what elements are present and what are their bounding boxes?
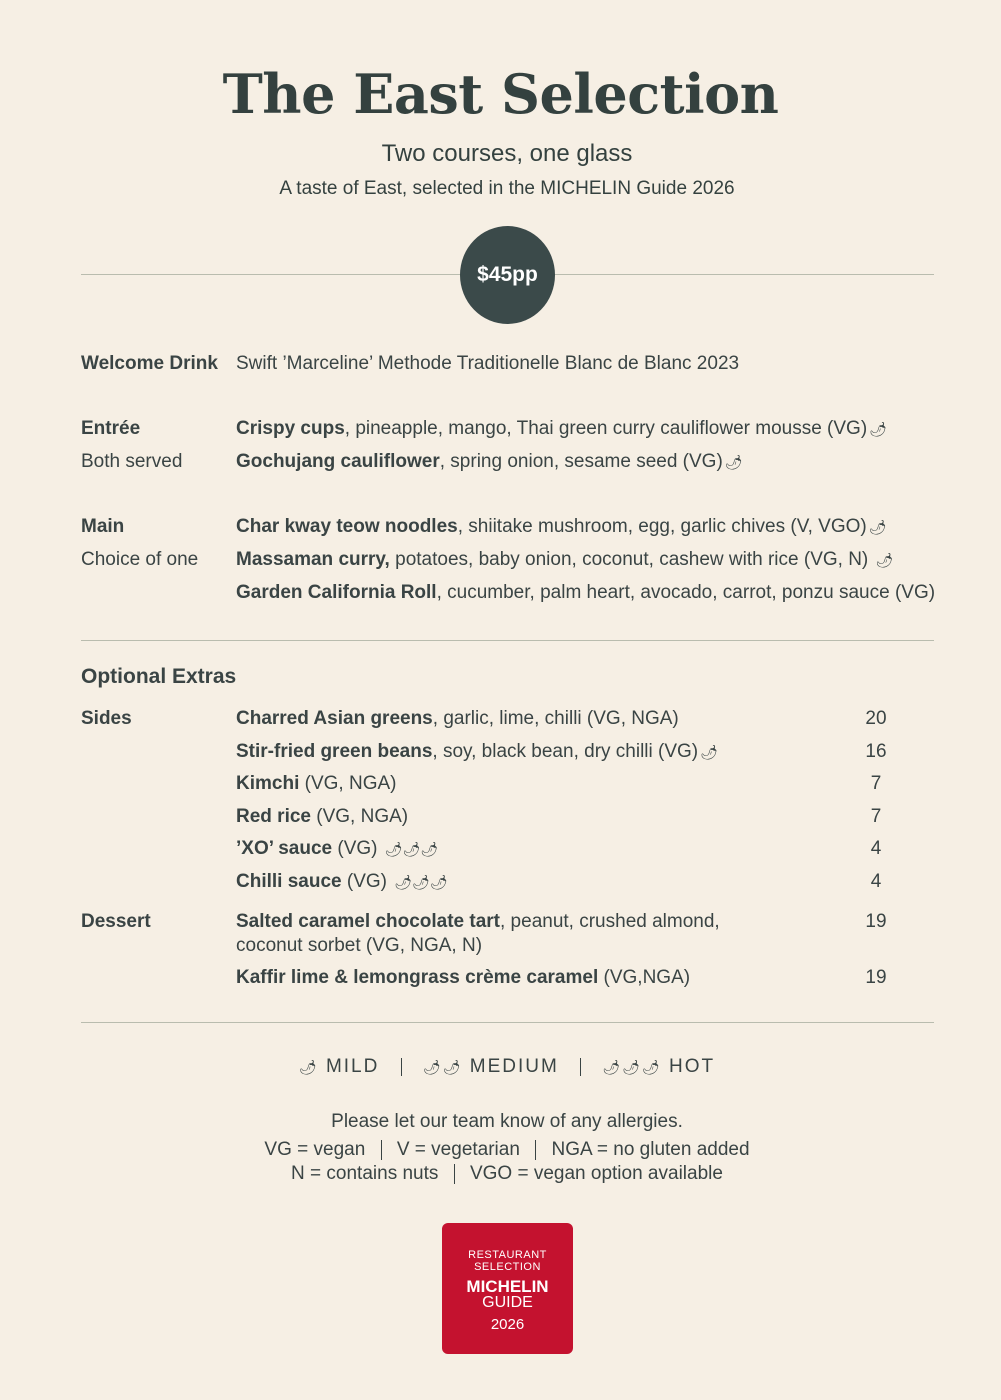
- dessert-item-continued: coconut sorbet (VG, NGA, N): [236, 935, 483, 956]
- bottom-divider: [81, 1022, 934, 1023]
- dish-name: Kimchi: [236, 773, 300, 794]
- badge-line1: RESTAURANT: [468, 1249, 547, 1261]
- dessert-item: [236, 967, 690, 989]
- chili-icon: 🌶: [724, 454, 743, 470]
- dish-name: Charred Asian greens: [236, 708, 433, 729]
- side-price: 20: [865, 708, 887, 729]
- heat-medium-label: MEDIUM: [469, 1056, 559, 1077]
- dessert-label: Dessert: [81, 911, 151, 932]
- badge-year: 2026: [490, 1316, 525, 1333]
- main-item: [236, 516, 887, 538]
- badge-guide: GUIDE: [482, 1294, 533, 1311]
- side-item: [236, 838, 438, 860]
- dish-name: Kaffir lime & lemongrass crème caramel: [236, 967, 599, 988]
- side-item: [236, 741, 718, 763]
- heat-hot-label: HOT: [668, 1056, 716, 1077]
- side-price: 7: [870, 806, 882, 827]
- key-separator: [454, 1164, 455, 1184]
- key-vgo: VGO = vegan option available: [469, 1163, 723, 1184]
- key-vg: VG = vegan: [264, 1139, 366, 1160]
- section-divider: [81, 640, 934, 641]
- badge-line2: SELECTION: [474, 1261, 541, 1273]
- side-item: [236, 708, 679, 730]
- dish-desc: , garlic, lime, chilli (VG, NGA): [432, 708, 679, 729]
- side-price: 16: [865, 741, 887, 762]
- dish-name: Red rice: [236, 806, 311, 827]
- legend-separator: [580, 1058, 581, 1076]
- michelin-guide-badge: [442, 1223, 573, 1354]
- side-item: [236, 871, 448, 893]
- dish-desc: (VG,NGA): [598, 967, 691, 988]
- price-badge: $45pp: [460, 226, 555, 324]
- chili-icon: 🌶: [700, 744, 718, 760]
- dish-desc: (VG): [341, 871, 393, 892]
- dessert-item: [236, 911, 720, 933]
- welcome-label: Welcome Drink: [81, 353, 218, 374]
- badge-brand: MICHELIN: [466, 1277, 549, 1296]
- legend-separator: [401, 1058, 402, 1076]
- side-price: 7: [870, 773, 882, 794]
- key-separator: [381, 1140, 382, 1160]
- dish-desc: , shiitake mushroom, egg, garlic chives (V, VGO): [457, 516, 867, 537]
- dish-name: Massaman curry,: [236, 549, 390, 570]
- side-price: 4: [870, 838, 882, 859]
- dish-name: Salted caramel chocolate tart: [236, 911, 500, 932]
- chili-icon: 🌶: [869, 421, 887, 437]
- key-nga: NGA = no gluten added: [551, 1139, 750, 1160]
- chili-icon: 🌶🌶🌶: [384, 841, 439, 857]
- dessert-price: 19: [865, 911, 887, 932]
- chili-icon: 🌶🌶🌶: [394, 874, 448, 890]
- chili-icon: 🌶: [875, 552, 894, 568]
- dish-desc: , soy, black bean, dry chilli (VG): [432, 741, 699, 762]
- menu-tagline: A taste of East, selected in the MICHELIN Guide 2026: [279, 178, 735, 199]
- chili-mild-icon: 🌶: [298, 1059, 319, 1075]
- key-n: N = contains nuts: [291, 1163, 439, 1184]
- dish-desc: (VG, NGA): [310, 806, 409, 827]
- dish-desc: (VG): [332, 838, 383, 859]
- main-item: [236, 549, 893, 571]
- main-item: [236, 582, 935, 604]
- dish-name: Garden California Roll: [236, 582, 437, 603]
- dish-name: Chilli sauce: [236, 871, 342, 892]
- dish-desc: potatoes, baby onion, coconut, cashew with rice (VG, N): [389, 549, 874, 570]
- welcome-text: Swift ’Marceline’ Methode Traditionelle Blanc de Blanc 2023: [236, 353, 740, 374]
- entree-label: Entrée: [81, 418, 141, 439]
- main-label: Main: [81, 516, 125, 537]
- menu-subtitle: Two courses, one glass: [381, 140, 633, 167]
- dish-desc: (VG, NGA): [299, 773, 397, 794]
- entree-item: [236, 418, 887, 440]
- dish-desc: , cucumber, palm heart, avocado, carrot, ponzu sauce (VG): [436, 582, 936, 603]
- dish-name: Char kway teow noodles: [236, 516, 458, 537]
- main-sublabel: Choice of one: [81, 549, 199, 570]
- dish-name: Crispy cups: [236, 418, 345, 439]
- heat-legend: [0, 1056, 1001, 1078]
- chili-medium-icon: 🌶🌶: [422, 1059, 463, 1075]
- key-v: V = vegetarian: [396, 1139, 520, 1160]
- dish-name: Stir-fried green beans: [236, 741, 433, 762]
- dish-desc: , pineapple, mango, Thai green curry cauliflower mousse (VG): [344, 418, 868, 439]
- dessert-price: 19: [865, 967, 887, 988]
- sides-label: Sides: [81, 708, 132, 729]
- dish-desc: , spring onion, sesame seed (VG): [439, 451, 723, 472]
- side-item: [236, 773, 396, 795]
- dish-name: Gochujang cauliflower: [236, 451, 440, 472]
- chili-icon: 🌶: [868, 519, 887, 535]
- menu-title: The East Selection: [222, 62, 779, 126]
- key-separator: [535, 1140, 536, 1160]
- side-item: [236, 806, 408, 828]
- dietary-key-line2: [0, 1163, 1001, 1185]
- entree-item: [236, 451, 743, 473]
- side-price: 4: [870, 871, 882, 892]
- chili-hot-icon: 🌶🌶🌶: [602, 1059, 662, 1075]
- heat-mild-label: MILD: [325, 1056, 380, 1077]
- dish-name: ’XO’ sauce: [236, 838, 333, 859]
- allergy-note: Please let our team know of any allergies.: [331, 1111, 683, 1132]
- dietary-key-line1: [0, 1139, 1001, 1161]
- entree-sublabel: Both served: [81, 451, 183, 472]
- optional-extras-title: Optional Extras: [81, 665, 237, 688]
- dish-desc: , peanut, crushed almond,: [500, 911, 720, 932]
